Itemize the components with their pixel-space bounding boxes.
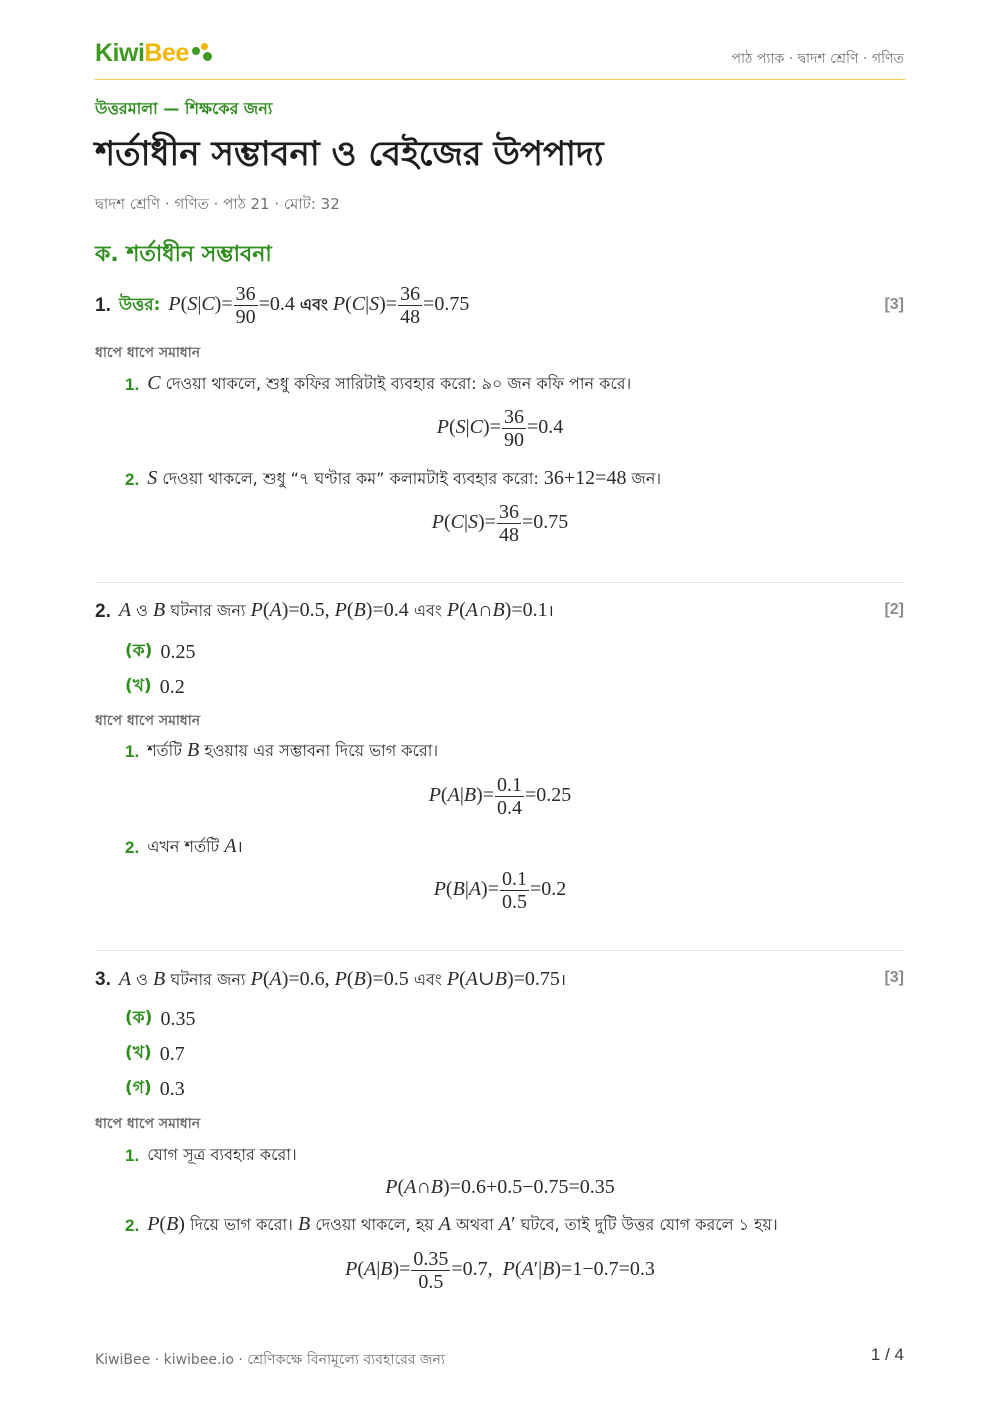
step-text: এখন শর্তটি A।: [147, 835, 243, 857]
answer-math: P(S|C)= $\frac{36}{90}$ =0.4 এবং P(C|S)= $\frac{36}{48}$ =0.75: [168, 283, 470, 328]
question-divider: [95, 950, 905, 951]
header-divider: [95, 79, 905, 80]
option-answer: 0.3: [159, 1077, 185, 1100]
question-marks: [3]: [884, 296, 904, 313]
step-number: 2.: [125, 469, 140, 489]
bee-dots-icon: [192, 43, 214, 63]
doc-subline: দ্বাদশ শ্রেণি · গণিত · পাঠ 21 · মোট: 32: [95, 195, 340, 213]
step-number: 2.: [125, 1215, 140, 1235]
q3-answer-kha: [125, 1040, 185, 1068]
doc-kicker: উত্তরমালা — শিক্ষকের জন্য: [95, 99, 273, 118]
brand-logo[interactable]: [95, 36, 214, 70]
q1-step-2-equation: P(C|S)= $\frac{36}{48}$ =0.75: [431, 501, 569, 546]
section-heading: ক. শর্তাধীন সম্ভাবনা: [95, 242, 272, 267]
step-text: P(B) দিয়ে ভাগ করো। B দেওয়া থাকলে, হয় A অথবা A′ ঘটবে, তাই দুটি উত্তর যোগ করলে ১ হয়।: [147, 1213, 778, 1235]
q2-answer-kha: [125, 673, 185, 701]
option-label: (খ): [125, 1043, 152, 1063]
steps-heading: ধাপে ধাপে সমাধান: [95, 1116, 201, 1132]
question-number: 1.: [95, 294, 111, 316]
header-meta: পাঠ প্যাক · দ্বাদশ শ্রেণি · গণিত: [731, 51, 904, 67]
steps-heading: ধাপে ধাপে সমাধান: [95, 345, 201, 361]
step-number: 1.: [125, 1145, 140, 1165]
step-text: C দেওয়া থাকলে, শুধু কফির সারিটাই ব্যবহার করো: ৯০ জন কফি পান করে।: [147, 372, 632, 394]
question-stem: A ও B ঘটনার জন্য P(A)=0.6, P(B)=0.5 এবং P(A∪B)=0.75।: [118, 968, 566, 990]
question-divider: [95, 582, 905, 583]
q2-step-1-equation: P(A|B)= $\frac{0.1}{0.4}$ =0.25: [428, 774, 572, 819]
option-answer: 0.7: [159, 1042, 185, 1065]
option-answer: 0.25: [160, 640, 196, 663]
page-title: শর্তাধীন সম্ভাবনা ও বেইজের উপপাদ্য: [95, 134, 604, 174]
question-marks: [2]: [884, 601, 904, 618]
steps-heading: ধাপে ধাপে সমাধান: [95, 713, 201, 729]
q3-step-2-equation: P(A|B)= $\frac{0.35}{0.5}$ =0.7, P(A′|B)=1−0.7=0.3: [345, 1248, 655, 1293]
question-marks: [3]: [884, 969, 904, 986]
step-text: শর্তটি B হওয়ায় এর সম্ভাবনা দিয়ে ভাগ করো।: [147, 739, 439, 761]
q3-step-1-equation: P(A∩B)=0.6+0.5−0.75=0.35: [385, 1176, 615, 1198]
q2-answer-ka: [125, 638, 195, 666]
q1-step-2: [125, 466, 661, 493]
q3-answer-ka: [125, 1005, 195, 1033]
step-text: S দেওয়া থাকলে, শুধু “৭ ঘণ্টার কম” কলামটাই ব্যবহার করো: 36+12=48 জন।: [147, 467, 662, 489]
q3-step-1: [125, 1142, 297, 1169]
q1-step-1-equation: P(S|C)= $\frac{36}{90}$ =0.4: [436, 406, 564, 451]
step-number: 2.: [125, 837, 140, 857]
option-answer: 0.2: [159, 675, 185, 698]
question-number: 2.: [95, 600, 111, 622]
option-label: (ক): [125, 641, 153, 661]
q2-step-1: [125, 738, 438, 765]
page-number: 1 / 4: [870, 1345, 904, 1364]
q3-answer-ga: [125, 1075, 185, 1103]
q2-step-2: [125, 834, 243, 861]
option-label: (ক): [125, 1008, 153, 1028]
q1-step-1: [125, 371, 631, 398]
step-text: যোগ সূত্র ব্যবহার করো।: [147, 1145, 297, 1164]
question-1: [95, 283, 469, 328]
option-label: (গ): [125, 1078, 152, 1098]
question-number: 3.: [95, 969, 111, 990]
question-3: [95, 966, 566, 994]
answer-label: উত্তর:: [118, 294, 161, 315]
step-number: 1.: [125, 374, 140, 394]
option-answer: 0.35: [160, 1007, 196, 1030]
q3-step-2: [125, 1212, 778, 1239]
step-number: 1.: [125, 741, 140, 761]
question-2: [95, 598, 554, 625]
option-label: (খ): [125, 676, 152, 696]
question-stem: A ও B ঘটনার জন্য P(A)=0.5, P(B)=0.4 এবং P(A∩B)=0.1।: [118, 599, 554, 621]
brand-wordmark: KiwiBee: [95, 38, 189, 67]
footer-text: KiwiBee · kiwibee.io · শ্রেণিকক্ষে বিনামূল্যে ব্যবহারের জন্য: [95, 1352, 445, 1368]
q2-step-2-equation: P(B|A)= $\frac{0.1}{0.5}$ =0.2: [433, 868, 567, 913]
